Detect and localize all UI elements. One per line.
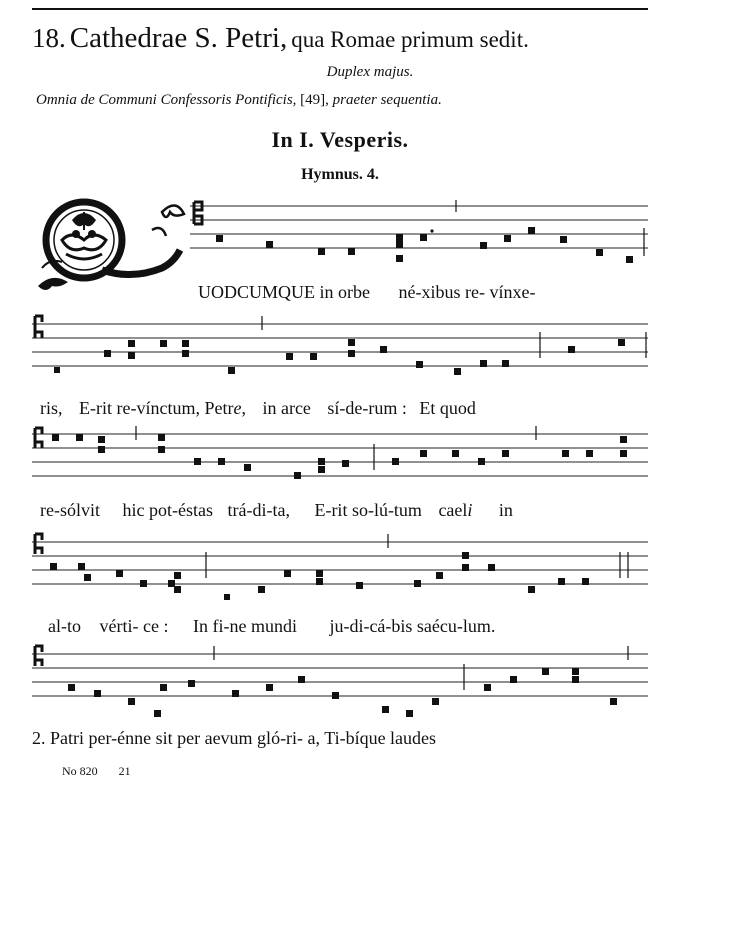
lyric-2-6: Et quod bbox=[419, 398, 476, 418]
lyric-4-1: vérti- ce : bbox=[99, 616, 169, 636]
lyric-4-0: al-to bbox=[48, 616, 81, 636]
lyric-line-2 bbox=[40, 398, 476, 419]
lyric-1b: né-xibus re- vínxe- bbox=[398, 282, 536, 302]
staff-4-svg bbox=[32, 530, 652, 610]
lyric-3-2: trá-di-ta, bbox=[227, 500, 290, 520]
feast-name: Cathedrae S. Petri, bbox=[69, 22, 288, 54]
catalog-number: No 820 bbox=[62, 764, 98, 778]
page-number: 21 bbox=[118, 764, 131, 778]
ornamental-initial-q bbox=[32, 190, 192, 300]
staff-3 bbox=[32, 422, 652, 492]
staff-1 bbox=[190, 198, 650, 268]
lyric-line-3 bbox=[40, 500, 513, 521]
rubric-common: Omnia de Communi Confessoris Pontificis, bbox=[36, 92, 297, 108]
lyric-4-2: In fi-ne mundi bbox=[192, 616, 297, 636]
feast-title bbox=[32, 22, 652, 55]
staff-3-svg bbox=[32, 422, 652, 492]
lyric-3-1: hic pot-éstas bbox=[122, 500, 213, 520]
lyric-3-3: E-rit so-lú-tum bbox=[314, 500, 422, 520]
initial-q-icon bbox=[32, 190, 192, 300]
feast-number: 18. bbox=[32, 23, 66, 53]
top-rule bbox=[32, 8, 648, 10]
lyric-2-4: in arce bbox=[262, 398, 311, 418]
lyric-1a: UODCUMQUE in orbe bbox=[198, 282, 370, 302]
feast-name-rest: qua Romae primum sedit. bbox=[291, 27, 529, 52]
lyric-2-5: sí-de-rum : bbox=[327, 398, 407, 418]
hymn-label: Hymnus. 4. bbox=[301, 166, 379, 183]
staff-5 bbox=[32, 640, 652, 720]
rubric-except: praeter sequentia. bbox=[332, 92, 442, 108]
lyric-3-4: cael bbox=[438, 500, 468, 520]
staff-4 bbox=[32, 530, 652, 610]
section-heading: In I. Vesperis. bbox=[271, 127, 409, 152]
lyric-3-5: i bbox=[467, 500, 473, 520]
lyric-3-0: re-sólvit bbox=[40, 500, 100, 520]
lyric-2-3: , bbox=[241, 398, 246, 418]
staff-2-svg bbox=[32, 310, 652, 390]
rubric-page-ref: [49], bbox=[300, 92, 329, 108]
staff-2 bbox=[32, 310, 652, 390]
lyric-line-4 bbox=[48, 616, 495, 637]
rubric bbox=[36, 92, 656, 109]
staff-5-svg bbox=[32, 640, 652, 720]
lyric-2-0: ris, bbox=[40, 398, 63, 418]
clef-icon bbox=[194, 202, 202, 224]
verse-2-text: 2. Patri per-énne sit per aevum gló-ri- a, Ti-bíque laudes bbox=[32, 728, 437, 748]
staff-1-svg bbox=[190, 198, 650, 268]
page-footer bbox=[62, 764, 131, 779]
lyric-2-2: e bbox=[233, 398, 242, 418]
lyric-2-1: E-rit re-vínctum, Petr bbox=[79, 398, 234, 418]
lyric-3-6: in bbox=[498, 500, 513, 520]
lyric-line-1 bbox=[198, 282, 535, 303]
feast-rank: Duplex majus. bbox=[326, 64, 414, 80]
lyric-4-3: ju-di-cá-bis saécu-lum. bbox=[329, 616, 496, 636]
